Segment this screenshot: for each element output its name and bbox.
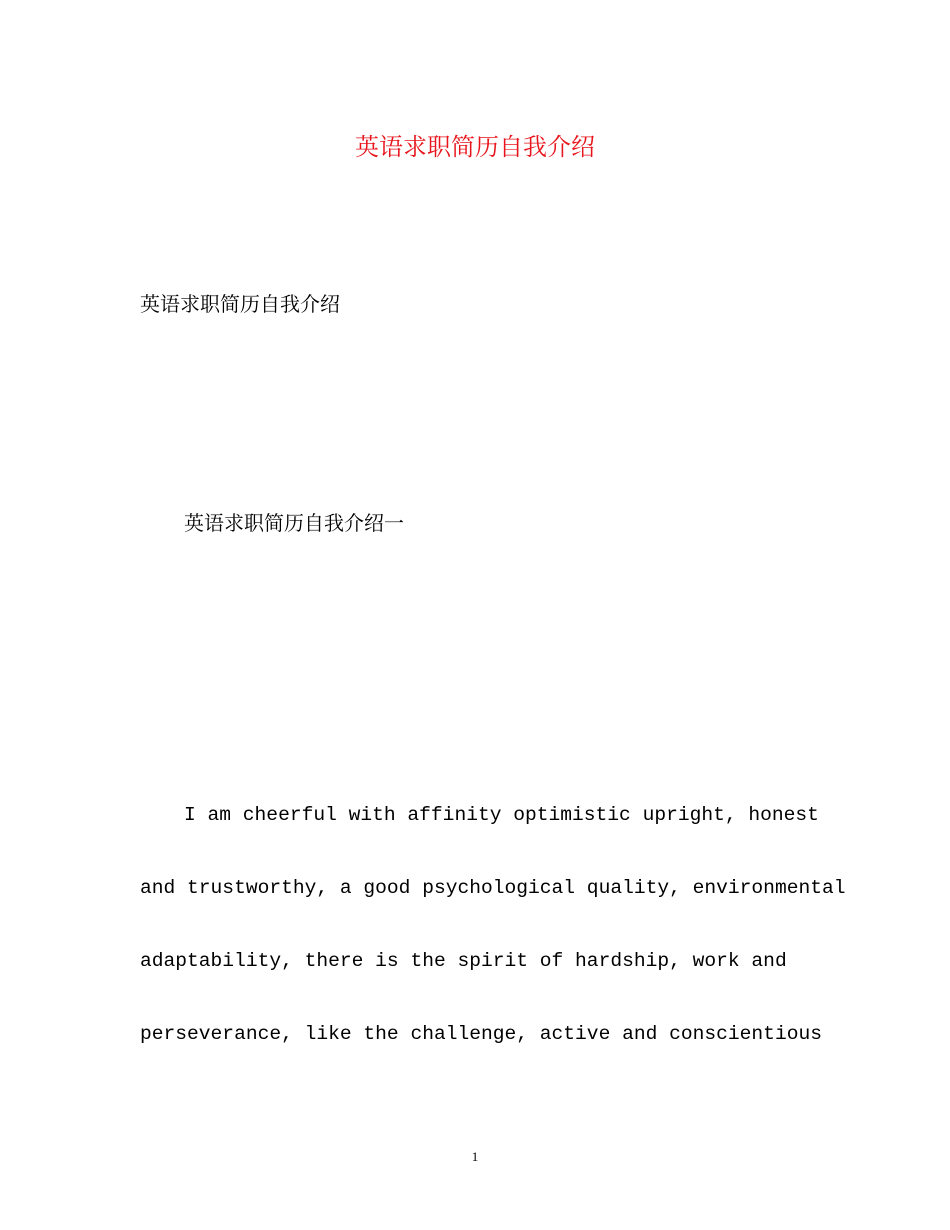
paragraph-line: adaptability, there is the spirit of hardship, work and [140,950,787,972]
page-number: 1 [471,1149,479,1164]
document-title: 英语求职简历自我介绍 [355,133,595,161]
paragraph-line: perseverance, like the challenge, active and conscientious [140,1023,822,1045]
document-subheading: 英语求职简历自我介绍 [140,292,340,316]
paragraph-line: I am cheerful with affinity optimistic upright, honest [184,804,819,826]
section-heading: 英语求职简历自我介绍一 [184,511,404,535]
paragraph-line: and trustworthy, a good psychological quality, environmental [140,877,846,899]
